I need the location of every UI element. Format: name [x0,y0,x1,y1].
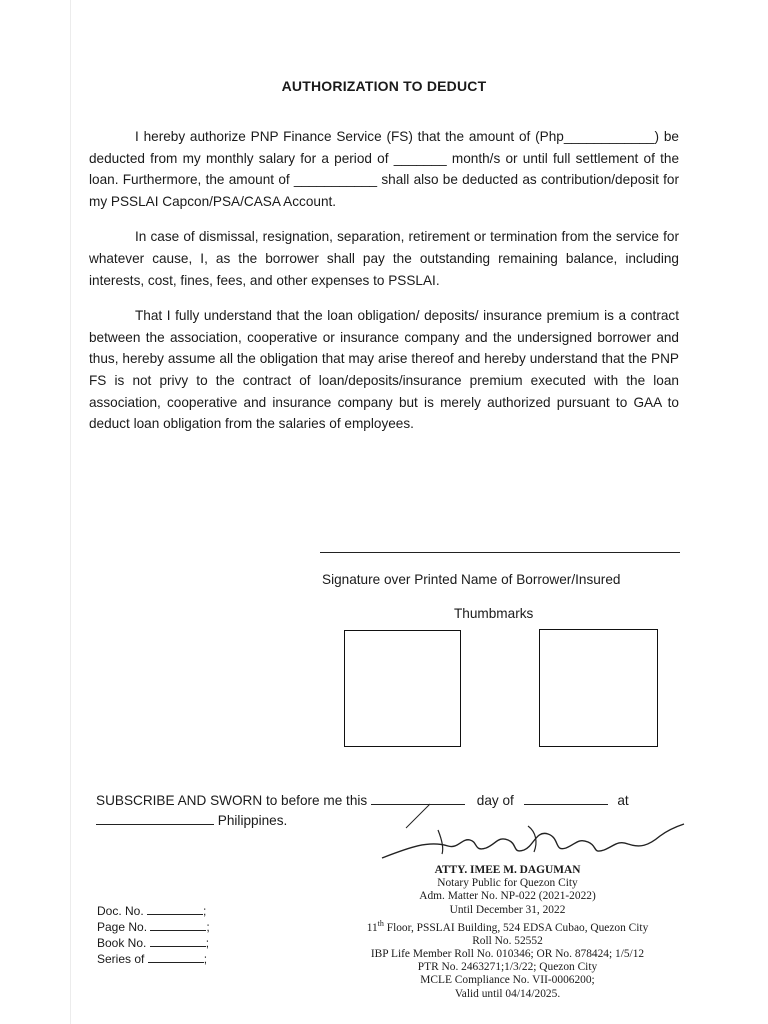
book-no-label: Book No. [97,936,147,950]
doc-field-row: Book No. ; [97,936,210,950]
notary-line4: 11th Floor, PSSLAI Building, 524 EDSA Cubao, Quezon City [366,918,649,934]
signature-caption: Signature over Printed Name of Borrower/Insured [322,572,621,587]
sworn-statement [96,790,629,811]
doc-no-blank [147,903,203,915]
notary-line8: MCLE Compliance No. VII-0006200; [420,974,595,987]
document-body [89,126,679,449]
notary-line3: Until December 31, 2022 [449,903,566,916]
thumbmarks-label: Thumbmarks [454,606,534,621]
notary-block [330,864,685,1001]
thumbmark-box-left [344,630,461,747]
paragraph-authorization: I hereby authorize PNP Finance Service (FS) that the amount of (Php____________) be deducted from my monthly salary for a period of _______ month/s or until full settlement of the loan. Furthermore, the amount of ___________ shall also be deducted as contribution/deposit for my PSSLAI Capcon/PSA/CASA Account. [89,129,679,209]
doc-field-row: Page No. ; [97,920,210,934]
page-no-blank [150,919,206,931]
book-no-blank [150,935,206,947]
notary-line1: Notary Public for Quezon City [437,877,578,890]
notary-line6: IBP Life Member Roll No. 010346; OR No. 878424; 1/5/12 [370,948,645,961]
sworn-statement-line2 [96,810,287,828]
document-title: AUTHORIZATION TO DEDUCT [281,78,487,94]
sworn-part4: Philippines. [217,813,288,828]
notary-line9: Valid until 04/14/2025. [454,987,561,1000]
series-of-label: Series of [97,952,145,966]
page-no-label: Page No. [97,920,148,934]
paragraph-understanding: That I fully understand that the loan obligation/ deposits/ insurance premium is a contract between the association, cooperative or insurance company and the undersigned borrower and thus, hereby assume all the obligation that may arise thereof and hereby understand that the PNP FS is not privy to the contract of loan/deposits/insurance premium executed with the loan association, cooperative and insurance company but is merely authorized pursuant to GAA to deduct loan obligation from the salaries of employees. [89,308,679,432]
sworn-month-blank [524,790,608,805]
page-edge [70,0,71,1024]
sworn-part1: SUBSCRIBE AND SWORN to before me this [96,793,368,808]
sworn-part2: day of [476,793,514,808]
doc-reference-block [97,903,210,967]
notary-name: ATTY. IMEE M. DAGUMAN [434,864,581,876]
thumbmark-box-right [539,629,658,747]
sworn-part3: at [617,793,629,808]
notary-line5: Roll No. 52552 [472,934,543,947]
doc-no-label: Doc. No. [97,904,144,918]
notary-line2: Adm. Matter No. NP-022 (2021-2022) [419,890,596,903]
paragraph-termination: In case of dismissal, resignation, separation, retirement or termination from the service for whatever cause, I, as the borrower shall pay the outstanding remaining balance, including interests, cost, fines, fees, and other expenses to PSSLAI. [89,229,679,288]
signature-line [320,552,680,553]
sworn-place-blank [96,810,214,825]
notary-line7: PTR No. 2463271;1/3/22; Quezon City [417,961,598,974]
series-of-blank [148,951,204,963]
doc-field-row: Series of ; [97,952,208,966]
doc-field-row: Doc. No. ; [97,904,207,918]
